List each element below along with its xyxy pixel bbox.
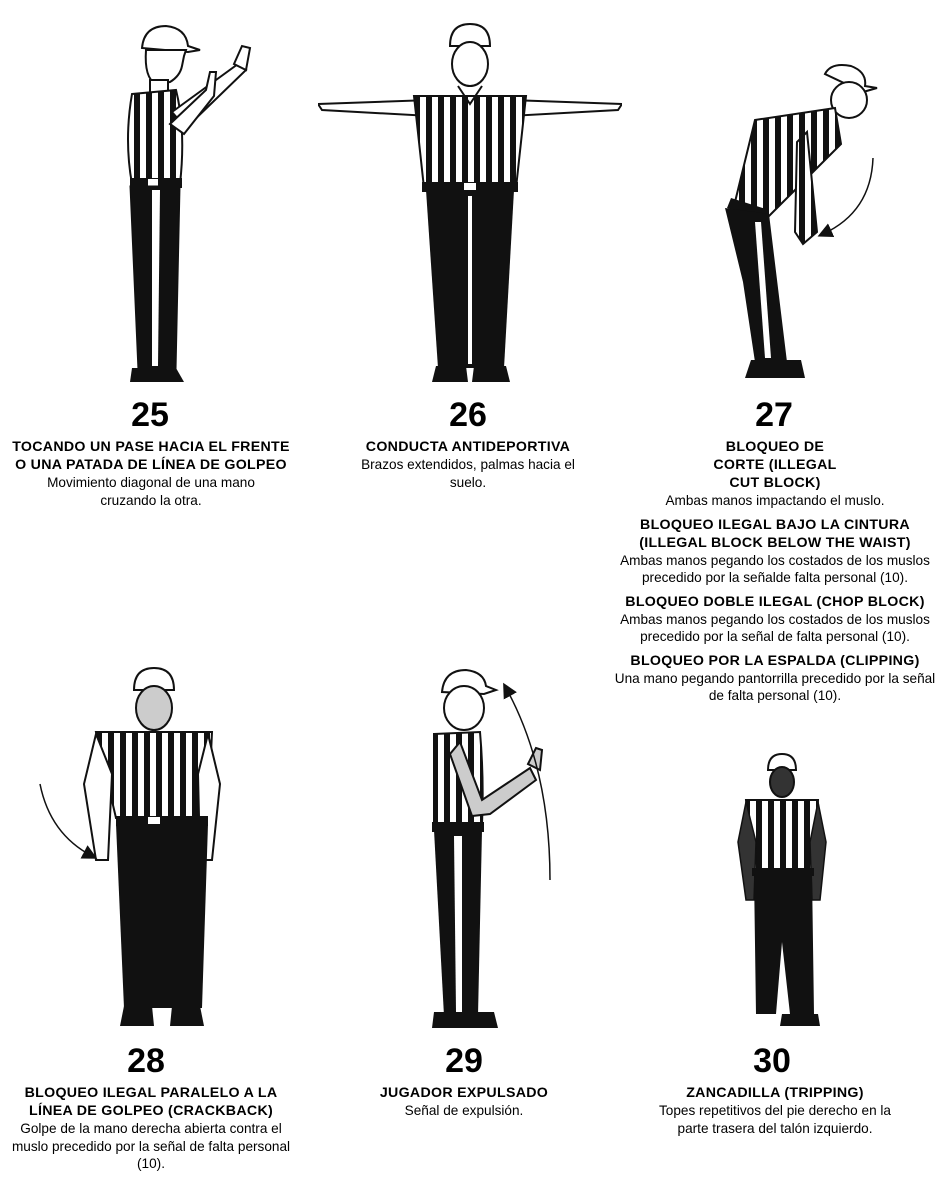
signal-title: BLOQUEO POR LA ESPALDA (CLIPPING) — [630, 652, 920, 669]
signal-block-27 — [610, 438, 940, 705]
signal-block-25 — [10, 438, 292, 509]
signal-number-30: 30 — [753, 1042, 791, 1080]
signal-description: Una mano pegando pantorrilla precedido por la señal de falta personal (10). — [614, 670, 936, 703]
signal-title: BLOQUEO ILEGAL BAJO LA CINTURA (ILLEGAL BLOCK BELOW THE WAIST) — [639, 516, 911, 551]
signal-number-25: 25 — [131, 396, 169, 434]
signal-entry — [610, 652, 940, 705]
referee-figure-30 — [732, 752, 832, 1030]
signal-description: Ambas manos pegando los costados de los muslos precedido por la señal de falta personal (10). — [620, 611, 930, 644]
signal-number-28: 28 — [127, 1042, 165, 1080]
referee-figure-26 — [318, 20, 622, 390]
signal-title: BLOQUEO DE CORTE (ILLEGAL CUT BLOCK) — [713, 439, 837, 491]
referee-figure-29 — [420, 668, 570, 1034]
signal-description: Movimiento diagonal de una mano cruzando la otra. — [47, 475, 255, 508]
signal-entry — [610, 438, 940, 510]
signal-block-28 — [6, 1084, 296, 1173]
signal-number-26: 26 — [449, 396, 487, 434]
signal-block-30 — [634, 1084, 916, 1137]
referee-figure-27 — [715, 62, 885, 387]
signal-number-27: 27 — [755, 396, 793, 434]
referee-figure-28 — [36, 664, 226, 1036]
signal-description: Ambas manos pegando los costados de los muslos precedido por la señal​de falta personal (10). — [620, 552, 930, 585]
signal-block-29 — [338, 1084, 590, 1120]
signal-title: JUGADOR EXPULSADO — [379, 1085, 549, 1101]
signal-description: Brazos extendidos, palmas hacia el suelo. — [361, 457, 575, 490]
signal-entry — [610, 593, 940, 646]
signal-title: ZANCADILLA (TRIPPING) — [686, 1085, 864, 1101]
signal-title: BLOQUEO DOBLE ILEGAL (CHOP BLOCK) — [625, 593, 925, 610]
signal-description: Golpe de la mano derecha abierta contra el muslo precedido por la señal de falta personal (10). — [11, 1121, 291, 1171]
signal-number-29: 29 — [445, 1042, 483, 1080]
signal-description: Señal de expulsión. — [404, 1103, 524, 1118]
signal-entry — [610, 516, 940, 587]
signal-description: Topes repetitivos del pie derecho en la parte trasera del talón izquierdo. — [659, 1103, 891, 1136]
signal-title: CONDUCTA ANTIDEPORTIVA — [365, 439, 571, 455]
signal-title: TOCANDO UN PASE HACIA EL FRENTE O UNA PATADA DE LÍNEA DE GOLPEO — [12, 439, 290, 473]
signal-block-26 — [338, 438, 598, 491]
referee-figure-25 — [110, 20, 270, 390]
signal-title: BLOQUEO ILEGAL PARALELO A LA LÍNEA DE GOLPEO (CRACKBACK) — [24, 1085, 278, 1119]
signal-description: Ambas manos impactando el muslo. — [665, 493, 885, 508]
